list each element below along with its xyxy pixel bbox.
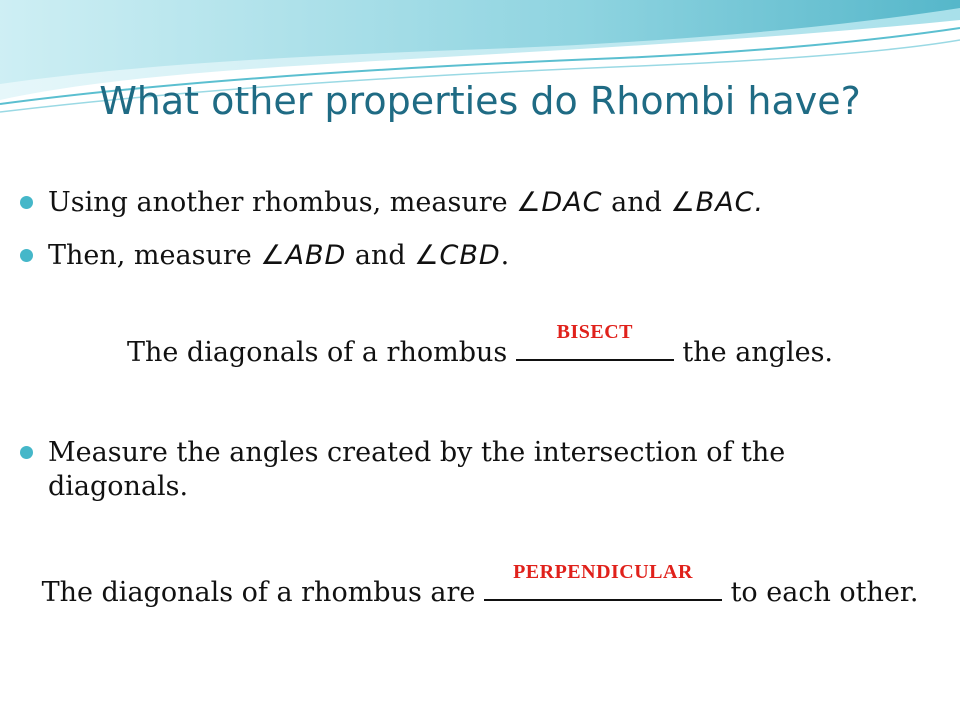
bullet-text: .: [500, 240, 510, 271]
statement-text: the angles.: [673, 337, 834, 368]
angle-label: ∠ABD: [260, 240, 347, 271]
bullet-text: Using another rhombus, measure: [48, 187, 517, 218]
answer-perpendicular: PERPENDICULAR: [513, 561, 693, 583]
angle-label: ∠BAC: [670, 187, 755, 218]
bullet-measure-dac-bac: [48, 186, 928, 220]
slide-title: What other properties do Rhombi have?: [99, 79, 861, 123]
bullet-text: Measure the angles created by the intersection of the diagonals.: [48, 437, 786, 502]
bullet-measure-intersection: [48, 436, 928, 504]
angle-label: ∠DAC: [516, 187, 603, 218]
answer-blank: [516, 321, 674, 361]
statement-perpendicular: [0, 561, 960, 610]
statement-text: The diagonals of a rhombus: [126, 337, 516, 368]
bullet-text: .: [754, 187, 765, 218]
answer-blank: [484, 561, 722, 601]
bullet-text: Then, measure: [48, 240, 261, 271]
bullet-text: and: [346, 240, 415, 271]
answer-bisect: BISECT: [556, 321, 633, 343]
angle-label: ∠CBD: [414, 240, 501, 271]
bullet-measure-abd-cbd: [48, 239, 928, 273]
statement-text: The diagonals of a rhombus are: [41, 577, 484, 608]
statement-bisect: [0, 321, 960, 370]
bullet-text: and: [602, 187, 671, 218]
statement-text: to each other.: [721, 577, 919, 608]
